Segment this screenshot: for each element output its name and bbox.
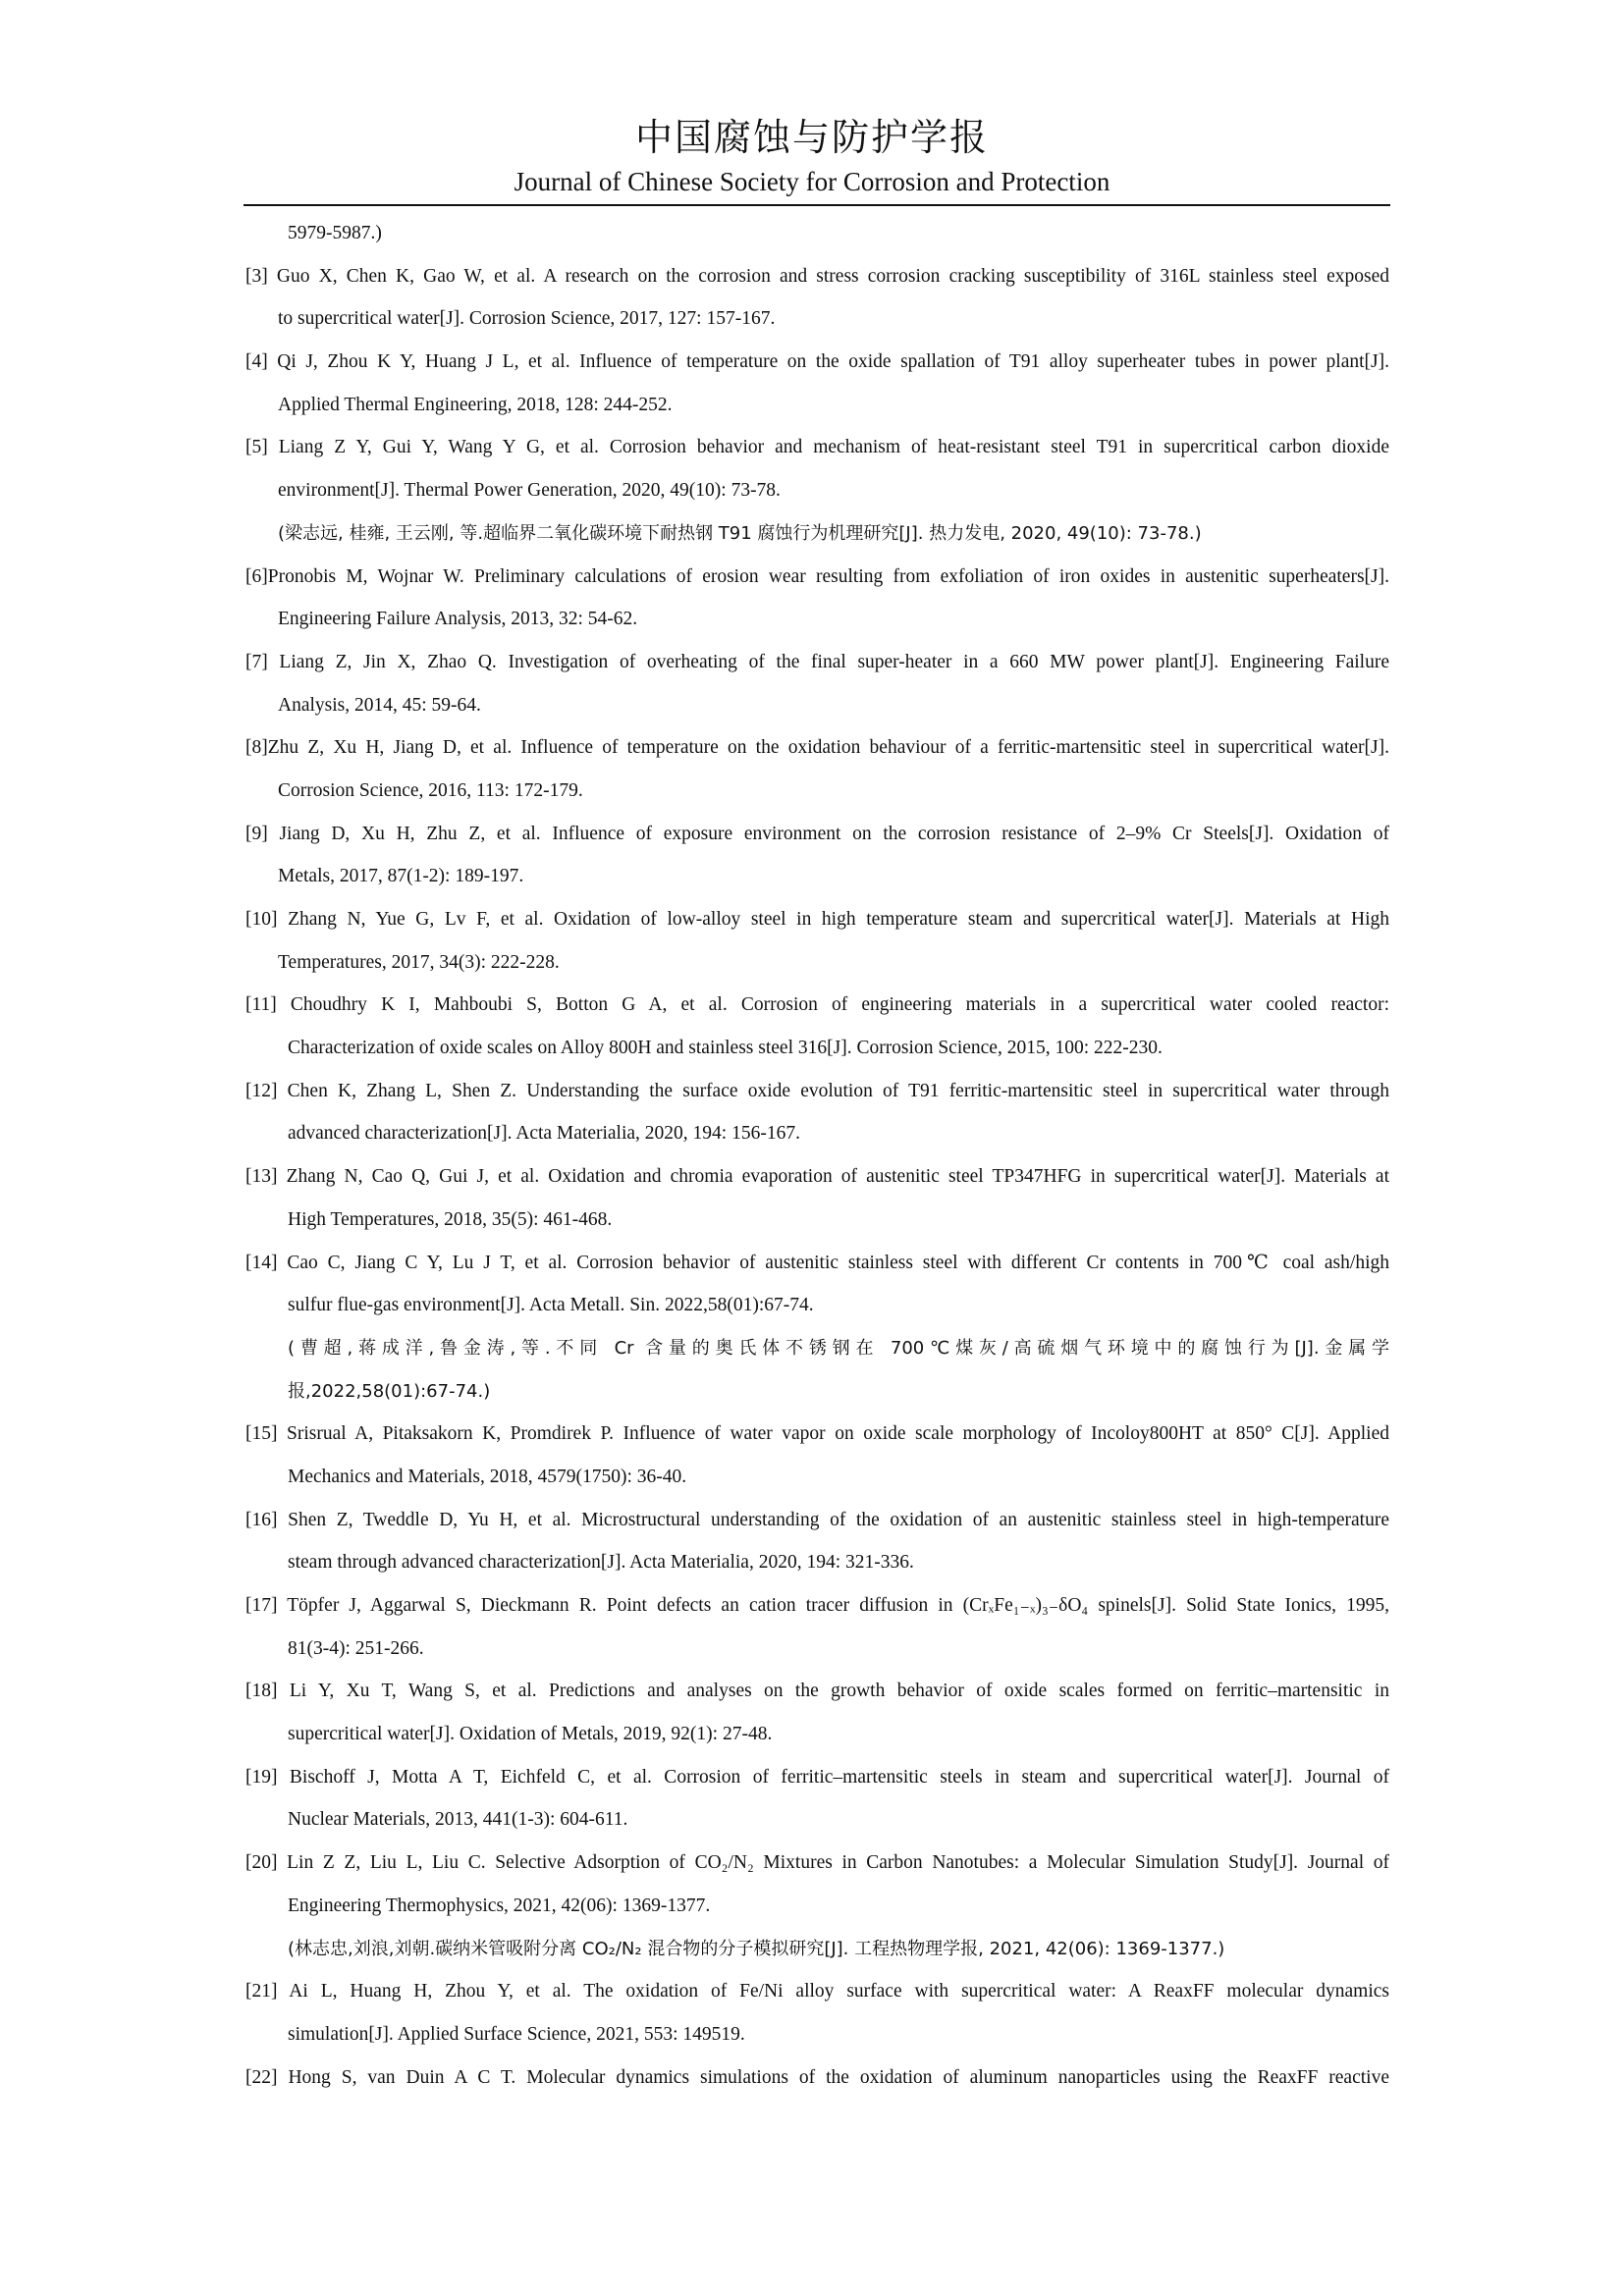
- reference-line: simulation[J]. Applied Surface Science, 2021, 553: 149519.: [288, 2023, 745, 2045]
- reference-line: Nuclear Materials, 2013, 441(1-3): 604-611.: [288, 1809, 628, 1831]
- reference-line: 5979-5987.): [288, 223, 382, 243]
- reference-line: Engineering Failure Analysis, 2013, 32: 54-62.: [278, 609, 638, 630]
- reference-line: Engineering Thermophysics, 2021, 42(06): 1369-1377.: [288, 1895, 711, 1916]
- reference-list: [245, 212, 1389, 2099]
- reference-line: (梁志远, 桂雍, 王云刚, 等.超临界二氧化碳环境下耐热钢 T91 腐蚀行为机理研究[J]. 热力发电, 2020, 49(10): 73-78.): [278, 522, 1202, 544]
- reference-line: Corrosion Science, 2016, 113: 172-179.: [278, 779, 583, 801]
- reference-line: (曹超,蒋成洋,鲁金涛,等.不同 Cr 含量的奥氏体不锈钢在 700℃煤灰/高硫烟气环境中的腐蚀行为[J].金属学: [288, 1337, 1389, 1359]
- reference-line: [9] Jiang D, Xu H, Zhu Z, et al. Influence of exposure environment on the corrosion resistance of 2–9% Cr Steels[J]. Oxidation of: [245, 823, 1389, 844]
- reference-line: [10] Zhang N, Yue G, Lv F, et al. Oxidation of low-alloy steel in high temperature steam and supercritical water[J]. Materials at High: [245, 909, 1389, 930]
- reference-line: [22] Hong S, van Duin A C T. Molecular dynamics simulations of the oxidation of aluminum nanoparticles using the ReaxFF reactive: [245, 2066, 1389, 2088]
- reference-line: environment[J]. Thermal Power Generation, 2020, 49(10): 73-78.: [278, 480, 781, 502]
- reference-line: [11] Choudhry K I, Mahboubi S, Botton G A, et al. Corrosion of engineering materials in a supercritical water cooled reactor:: [245, 994, 1389, 1016]
- reference-line: [13] Zhang N, Cao Q, Gui J, et al. Oxidation and chromia evaporation of austenitic steel TP347HFG in supercritical water[J]. Materials at: [245, 1166, 1389, 1188]
- reference-line: [4] Qi J, Zhou K Y, Huang J L, et al. Influence of temperature on the oxide spallation of T91 alloy superheater tubes in power plant[J].: [245, 351, 1389, 373]
- reference-line: [3] Guo X, Chen K, Gao W, et al. A research on the corrosion and stress corrosion cracking susceptibility of 316L stainless steel exposed: [245, 265, 1389, 287]
- reference-line: [5] Liang Z Y, Gui Y, Wang Y G, et al. Corrosion behavior and mechanism of heat-resistant steel T91 in supercritical carbon dioxide: [245, 437, 1389, 458]
- reference-line: steam through advanced characterization[J]. Acta Materialia, 2020, 194: 321-336.: [288, 1552, 914, 1574]
- reference-line: [21] Ai L, Huang H, Zhou Y, et al. The oxidation of Fe/Ni alloy surface with supercritical water: A ReaxFF molecular dynamics: [245, 1981, 1389, 2002]
- reference-line: Mechanics and Materials, 2018, 4579(1750): 36-40.: [288, 1466, 687, 1487]
- reference-line: Applied Thermal Engineering, 2018, 128: 244-252.: [278, 394, 673, 415]
- reference-line: Temperatures, 2017, 34(3): 222-228.: [278, 951, 560, 973]
- reference-line: Metals, 2017, 87(1-2): 189-197.: [278, 866, 524, 887]
- reference-line: supercritical water[J]. Oxidation of Metals, 2019, 92(1): 27-48.: [288, 1724, 773, 1745]
- reference-line: [16] Shen Z, Tweddle D, Yu H, et al. Microstructural understanding of the oxidation of an austenitic stainless steel in high-temperature: [245, 1509, 1389, 1530]
- reference-line: [14] Cao C, Jiang C Y, Lu J T, et al. Corrosion behavior of austenitic stainless steel with different Cr contents in 700℃ coal ash/high: [245, 1252, 1389, 1273]
- reference-line: [18] Li Y, Xu T, Wang S, et al. Predictions and analyses on the growth behavior of oxide scales formed on ferritic–martensitic in: [245, 1681, 1389, 1702]
- journal-header: [0, 113, 1624, 199]
- reference-line: to supercritical water[J]. Corrosion Science, 2017, 127: 157-167.: [278, 308, 776, 330]
- reference-line: 81(3-4): 251-266.: [288, 1637, 424, 1659]
- reference-line: [17] Töpfer J, Aggarwal S, Dieckmann R. Point defects an cation tracer diffusion in (CrₓFe₁₋ₓ)₃₋δO₄ spinels[J]. Solid State Ionics, 1995,: [245, 1595, 1389, 1616]
- reference-line: (林志忠,刘浪,刘朝.碳纳米管吸附分离 CO₂/N₂ 混合物的分子模拟研究[J]. 工程热物理学报, 2021, 42(06): 1369-1377.): [288, 1938, 1225, 1959]
- reference-line: advanced characterization[J]. Acta Materialia, 2020, 194: 156-167.: [288, 1123, 800, 1145]
- reference-line: [12] Chen K, Zhang L, Shen Z. Understanding the surface oxide evolution of T91 ferritic-martensitic steel in supercritical water through: [245, 1080, 1389, 1101]
- reference-line: [7] Liang Z, Jin X, Zhao Q. Investigation of overheating of the final super-heater in a 660 MW power plant[J]. Engineering Failure: [245, 651, 1389, 672]
- journal-title-en: Journal of Chinese Society for Corrosion and Protection: [514, 167, 1110, 196]
- reference-line: [6]Pronobis M, Wojnar W. Preliminary calculations of erosion wear resulting from exfoliation of iron oxides in austenitic superheaters[J].: [245, 565, 1389, 587]
- reference-line: 报,2022,58(01):67-74.): [288, 1380, 491, 1402]
- reference-line: sulfur flue-gas environment[J]. Acta Metall. Sin. 2022,58(01):67-74.: [288, 1295, 814, 1316]
- reference-line: [20] Lin Z Z, Liu L, Liu C. Selective Adsorption of CO₂/N₂ Mixtures in Carbon Nanotubes: a Molecular Simulation Study[J]. Journal of: [245, 1852, 1389, 1874]
- reference-line: Analysis, 2014, 45: 59-64.: [278, 694, 481, 716]
- reference-line: [15] Srisrual A, Pitaksakorn K, Promdirek P. Influence of water vapor on oxide scale morphology of Incoloy800HT at 850° C[J]. Applied: [245, 1423, 1389, 1445]
- reference-line: [19] Bischoff J, Motta A T, Eichfeld C, et al. Corrosion of ferritic–martensitic steels in steam and supercritical water[J]. Journal of: [245, 1766, 1389, 1788]
- header-rule: [244, 204, 1390, 206]
- reference-line: Characterization of oxide scales on Alloy 800H and stainless steel 316[J]. Corrosion Science, 2015, 100: 222-230.: [288, 1038, 1163, 1059]
- journal-title-cn: 中国腐蚀与防护学报: [634, 116, 989, 159]
- reference-line: [8]Zhu Z, Xu H, Jiang D, et al. Influence of temperature on the oxidation behaviour of a ferritic-martensitic steel in supercritical water[J].: [245, 737, 1389, 759]
- reference-line: High Temperatures, 2018, 35(5): 461-468.: [288, 1208, 613, 1230]
